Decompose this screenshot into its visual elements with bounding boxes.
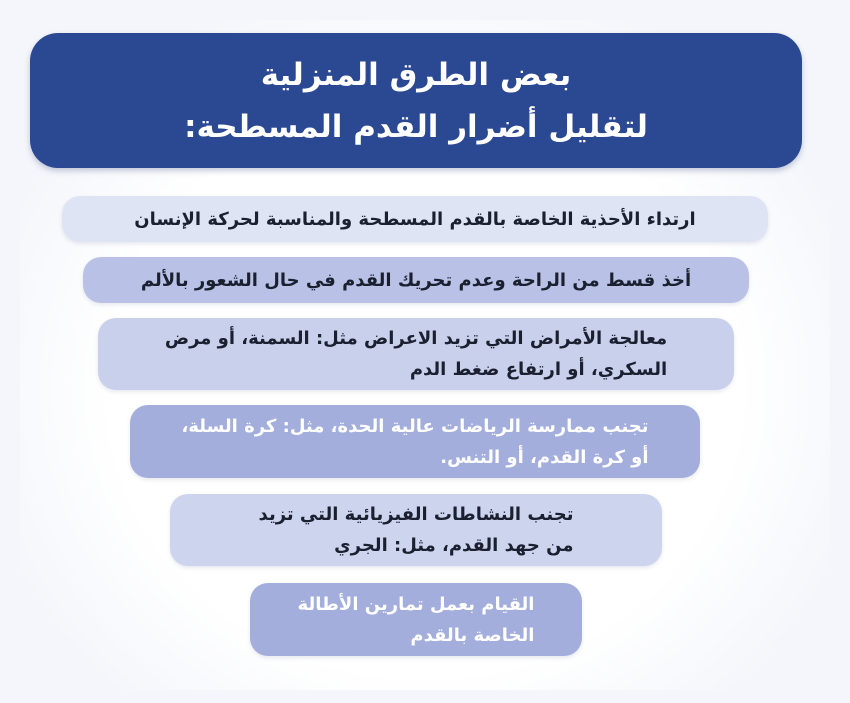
list-item-text: معالجة الأمراض التي تزيد الاعراض مثل: السمنة، أو مرض السكري، أو ارتفاع ضغط الدم: [164, 328, 668, 380]
list-item: [170, 494, 662, 566]
page-title: [30, 33, 802, 168]
list-item: [250, 583, 582, 656]
list-item: [98, 318, 734, 390]
list-item: [62, 196, 768, 242]
list-item: [130, 405, 700, 478]
list-item-text: أخذ قسط من الراحة وعدم تحريك القدم في حال الشعور بالألم: [140, 269, 692, 291]
list-item-text: القيام بعمل تمارين الأطالة الخاصة بالقدم: [297, 593, 535, 646]
list-item-text: تجنب النشاطات الفيزيائية التي تزيد من جهد القدم، مثل: الجري: [258, 504, 574, 556]
title-line-1: بعض الطرق المنزلية: [260, 56, 572, 93]
list-item: [83, 257, 749, 303]
title-line-2: لتقليل أضرار القدم المسطحة:: [184, 108, 648, 145]
list-item-text: ارتداء الأحذية الخاصة بالقدم المسطحة والمناسبة لحركة الإنسان: [134, 208, 696, 230]
list-item-text: تجنب ممارسة الرياضات عالية الحدة، مثل: كرة السلة، أو كرة القدم، أو التنس.: [181, 415, 649, 468]
